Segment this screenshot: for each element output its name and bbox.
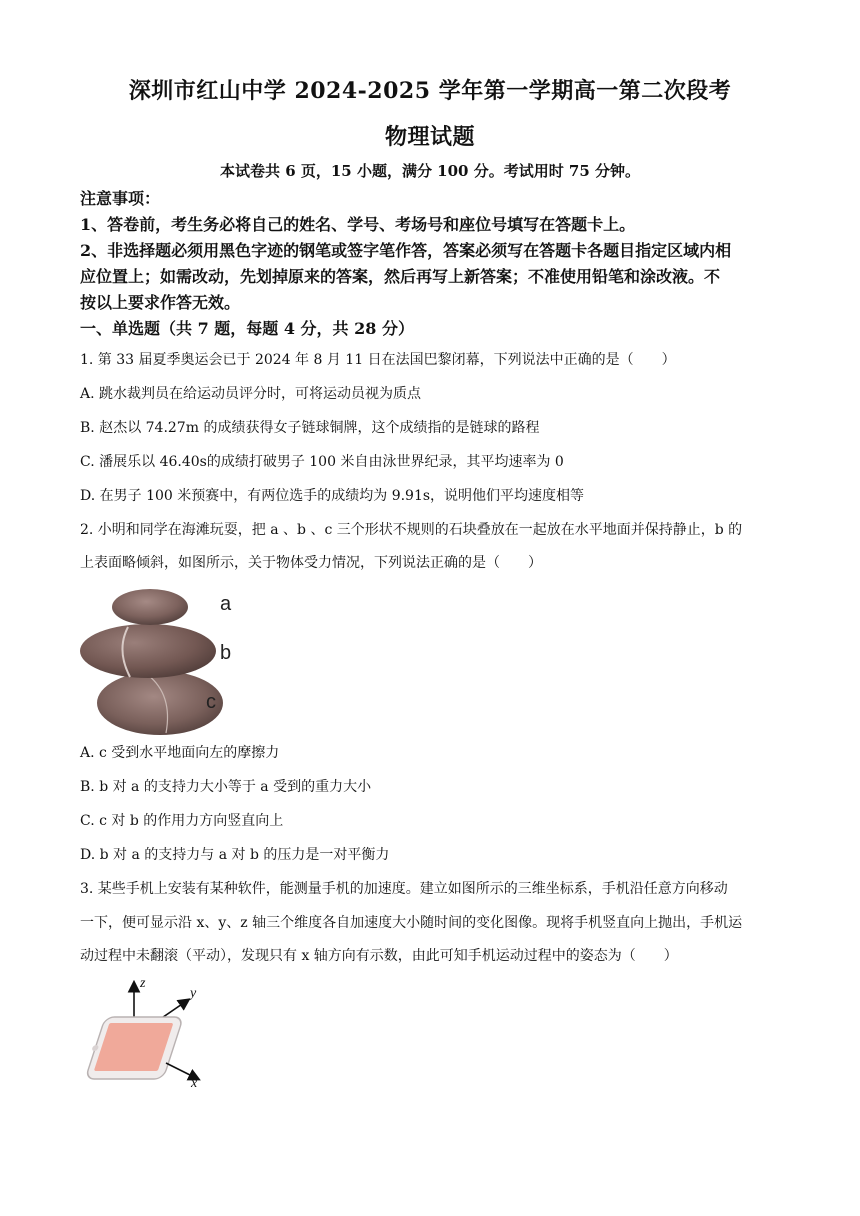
q1-option-d: D. 在男子 100 米预赛中，有两位选手的成绩均为 9.91s，说明他们平均速度相等 [80, 488, 585, 504]
exam-summary: 本试卷共 6 页，15 小题，满分 100 分。考试用时 75 分钟。 [219, 162, 641, 180]
axis-label-y: y [190, 986, 197, 1001]
section-heading: 一、单选题（共 7 题，每题 4 分，共 28 分） [80, 319, 414, 338]
stone-label-b: b [220, 642, 232, 664]
q3-stem-line-3: 动过程中未翻滚（平动），发现只有 x 轴方向有示数，由此可知手机运动过程中的姿态为（ ） [80, 948, 678, 964]
q2-stem-line-2: 上表面略倾斜，如图所示，关于物体受力情况，下列说法正确的是（ ） [80, 555, 542, 571]
phone-icon [82, 1017, 183, 1079]
notice-item-2-line-3: 按以上要求作答无效。 [80, 293, 241, 312]
q1-option-c: C. 潘展乐以 46.40s的成绩打破男子 100 米自由泳世界纪录，其平均速率为 0 [80, 454, 564, 470]
q2-stem-line-1: 2. 小明和同学在海滩玩耍，把 a 、b 、c 三个形状不规则的石块叠放在一起放在水平地面并保持静止，b 的 [80, 522, 743, 538]
phone-axes-figure [80, 975, 210, 1090]
notice-item-1: 1、答卷前，考生务必将自己的姓名、学号、考场号和座位号填写在答题卡上。 [80, 215, 636, 234]
q2-option-d: D. b 对 a 的支持力与 a 对 b 的压力是一对平衡力 [80, 847, 390, 863]
q2-option-c: C. c 对 b 的作用力方向竖直向上 [80, 813, 284, 829]
notice-item-2-line-2: 应位置上；如需改动，先划掉原来的答案，然后再写上新答案；不准使用铅笔和涂改液。不 [80, 267, 721, 286]
notice-item-2-line-1: 2、非选择题必须用黑色字迹的钢笔或签字笔作答，答案必须写在答题卡各题目指定区域内相 [80, 241, 732, 260]
q3-stem-line-2: 一下，便可显示沿 x、y、z 轴三个维度各自加速度大小随时间的变化图像。现将手机竖直向上抛出，手机运 [80, 915, 743, 931]
q3-stem-line-1: 3. 某些手机上安装有某种软件，能测量手机的加速度。建立如图所示的三维坐标系，手机沿任意方向移动 [80, 881, 728, 897]
notice-heading: 注意事项： [80, 189, 161, 208]
axis-label-x: x [191, 1076, 198, 1090]
stone-label-a: a [220, 593, 232, 615]
stone-label-c: c [206, 691, 216, 713]
q2-option-a: A. c 受到水平地面向左的摩擦力 [80, 745, 280, 761]
stone-b [80, 624, 216, 678]
q1-stem: 1. 第 33 届夏季奥运会已于 2024 年 8 月 11 日在法国巴黎闭幕，下列说法中正确的是（ ） [80, 352, 676, 368]
stone-a [112, 589, 188, 625]
exam-subject: 物理试题 [384, 124, 475, 150]
exam-title: 深圳市红山中学 2024-2025 学年第一学期高一第二次段考 [128, 78, 732, 104]
q1-option-a: A. 跳水裁判员在给运动员评分时，可将运动员视为质点 [80, 386, 422, 402]
q1-option-b: B. 赵杰以 74.27m 的成绩获得女子链球铜牌，这个成绩指的是链球的路程 [80, 420, 540, 436]
q2-option-b: B. b 对 a 的支持力大小等于 a 受到的重力大小 [80, 779, 372, 795]
stone-c [97, 671, 223, 735]
stacked-stones-figure [78, 585, 248, 735]
axis-label-z: z [140, 976, 146, 991]
